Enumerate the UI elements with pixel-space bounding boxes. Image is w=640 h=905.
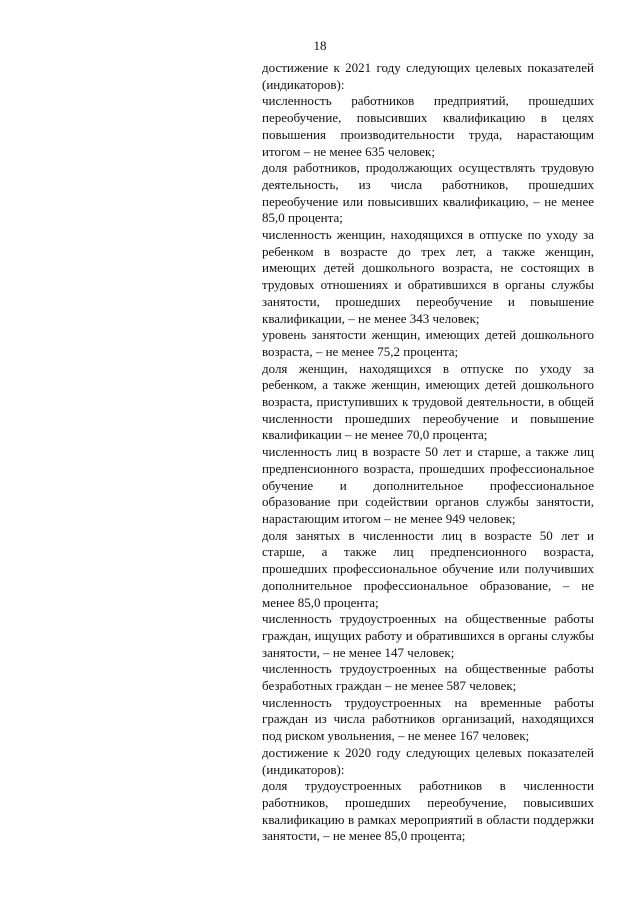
paragraph: уровень занятости женщин, имеющих детей дошкольного возраста, – не менее 75,2 процента; bbox=[262, 327, 594, 359]
paragraph: численность лиц в возрасте 50 лет и старше, а также лиц предпенсионного возраста, прошедших профессиональное обучение и дополнительное профессиональное образование при содействии органов службы занятости, нарастающим итогом – не менее 949 человек; bbox=[262, 444, 594, 526]
page-number: 18 bbox=[313, 38, 327, 53]
paragraph: доля трудоустроенных работников в численности работников, прошедших переобучение, повысивших квалификацию в рамках мероприятий в области поддержки занятости, – не менее 85,0 процента; bbox=[262, 778, 594, 844]
paragraph: доля женщин, находящихся в отпуске по уходу за ребенком, а также женщин, имеющих детей дошкольного возраста, приступивших к трудовой деятельности, в общей численности прошедших переобучение и повышение квалификации – не менее 70,0 процента; bbox=[262, 360, 594, 443]
paragraph: численность работников предприятий, прошедших переобучение, повысивших квалификацию в целях повышения производительности труда, нарастающим итогом – не менее 635 человек; bbox=[262, 93, 594, 159]
paragraph: численность трудоустроенных на общественные работы безработных граждан – не менее 587 человек; bbox=[262, 661, 594, 694]
paragraph: достижение к 2020 году следующих целевых показателей (индикаторов): bbox=[262, 744, 594, 777]
paragraph: достижение к 2021 году следующих целевых показателей (индикаторов): bbox=[262, 60, 594, 92]
document-body bbox=[262, 60, 594, 845]
paragraph: численность трудоустроенных на временные работы граждан из числа работников организаций, находящихся под риском увольнения, – не менее 167 человек; bbox=[262, 694, 594, 744]
paragraph: доля занятых в численности лиц в возрасте 50 лет и старше, а также лиц предпенсионного возраста, прошедших профессиональное обучение или получивших дополнительное профессиональное образование, – не менее 85,0 процента; bbox=[262, 527, 594, 610]
paragraph: численность женщин, находящихся в отпуске по уходу за ребенком в возрасте до трех лет, а также женщин, имеющих детей дошкольного возраста, не состоящих в трудовых отношениях и обратившихся в органы службы занятости, прошедших переобучение и повышение квалификации, – не менее 343 человек; bbox=[262, 227, 594, 326]
paragraph: численность трудоустроенных на общественные работы граждан, ищущих работу и обратившихся в органы службы занятости, – не менее 147 человек; bbox=[262, 611, 594, 660]
paragraph: доля работников, продолжающих осуществлять трудовую деятельность, из числа работников, прошедших переобучение или повысивших квалификацию, – не менее 85,0 процента; bbox=[262, 160, 594, 226]
